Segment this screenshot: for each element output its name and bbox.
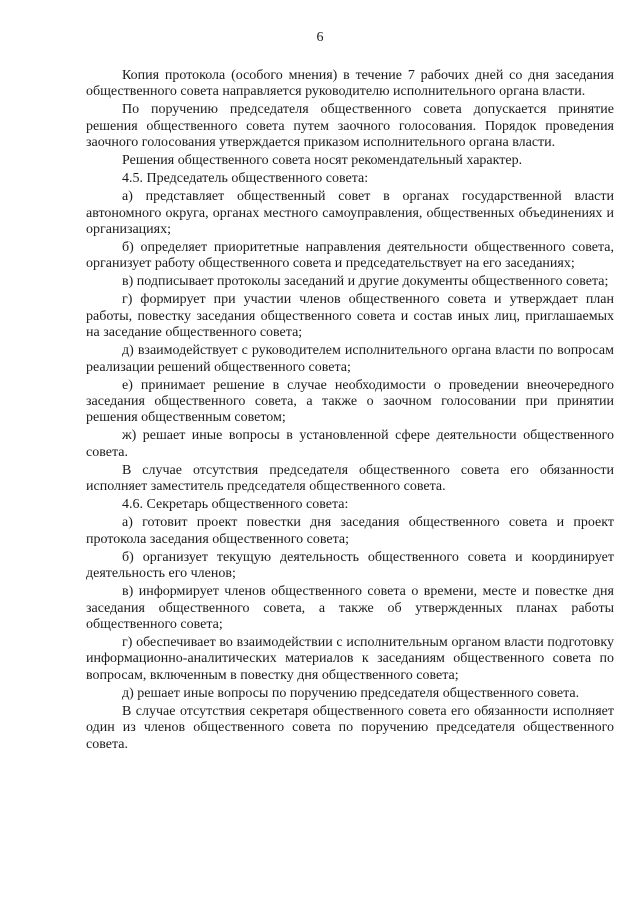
chairman-item-b: б) определяет приоритетные направления деятельности общественного совета, организует работу общественного совета и председательствует на его заседаниях;: [86, 240, 614, 272]
secretary-item-c: в) информирует членов общественного совета о времени, месте и повестке дня заседания общественного совета, а также об утвержденных планах работы общественного совета;: [86, 584, 614, 632]
secretary-item-e: д) решает иные вопросы по поручению председателя общественного совета.: [122, 685, 580, 701]
secretary-item-d: г) обеспечивает во взаимодействии с исполнительным органом власти подготовку информационно-аналитических материалов к заседаниям общественного совета по вопросам, включенным в повестку дня общественного совета;: [86, 634, 614, 683]
page-number: 6: [316, 30, 324, 45]
paragraph-secretary-absence: В случае отсутствия секретаря общественного совета его обязанности исполняет один из членов общественного совета по поручению председателя общественного совета.: [86, 703, 614, 752]
section-heading-secretary: 4.6. Секретарь общественного совета:: [122, 497, 349, 513]
paragraph-recommendatory-decisions: Решения общественного совета носят рекомендательный характер.: [122, 153, 523, 169]
document-body: [86, 68, 614, 755]
chairman-item-a: а) представляет общественный совет в органах государственной власти автономного округа, органах местного самоуправления, общественных объединениях и организациях;: [86, 189, 614, 238]
secretary-item-a: а) готовит проект повестки дня заседания общественного совета и проект протокола заседания общественного совета;: [86, 515, 614, 547]
paragraph-absentee-voting: По поручению председателя общественного совета допускается принятие решения общественного совета путем заочного голосования. Порядок проведения заочного голосования утверждается приказом исполнительного органа власти.: [86, 102, 614, 151]
chairman-item-d: г) формирует при участии членов общественного совета и утверждает план работы, повестку заседания общественного совета и состав иных лиц, приглашаемых на заседание общественного совета;: [86, 292, 614, 341]
paragraph-chairman-absence: В случае отсутствия председателя общественного совета его обязанности исполняет заместитель председателя общественного совета.: [86, 462, 614, 495]
secretary-item-b: б) организует текущую деятельность общественного совета и координирует деятельность его членов;: [86, 549, 614, 582]
paragraph-protocol-copy: Копия протокола (особого мнения) в течение 7 рабочих дней со дня заседания общественного совета направляется руководителю исполнительного органа власти.: [86, 68, 614, 100]
section-heading-chairman: 4.5. Председатель общественного совета:: [122, 171, 369, 187]
chairman-item-g: ж) решает иные вопросы в установленной сфере деятельности общественного совета.: [86, 428, 614, 460]
chairman-item-f: е) принимает решение в случае необходимости о проведении внеочередного заседания общественного совета, а также о заочном голосовании при принятии решения общественным советом;: [86, 377, 614, 426]
chairman-item-c: в) подписывает протоколы заседаний и другие документы общественного совета;: [122, 274, 609, 290]
chairman-item-e: д) взаимодействует с руководителем исполнительного органа власти по вопросам реализации решений общественного совета;: [86, 343, 614, 375]
